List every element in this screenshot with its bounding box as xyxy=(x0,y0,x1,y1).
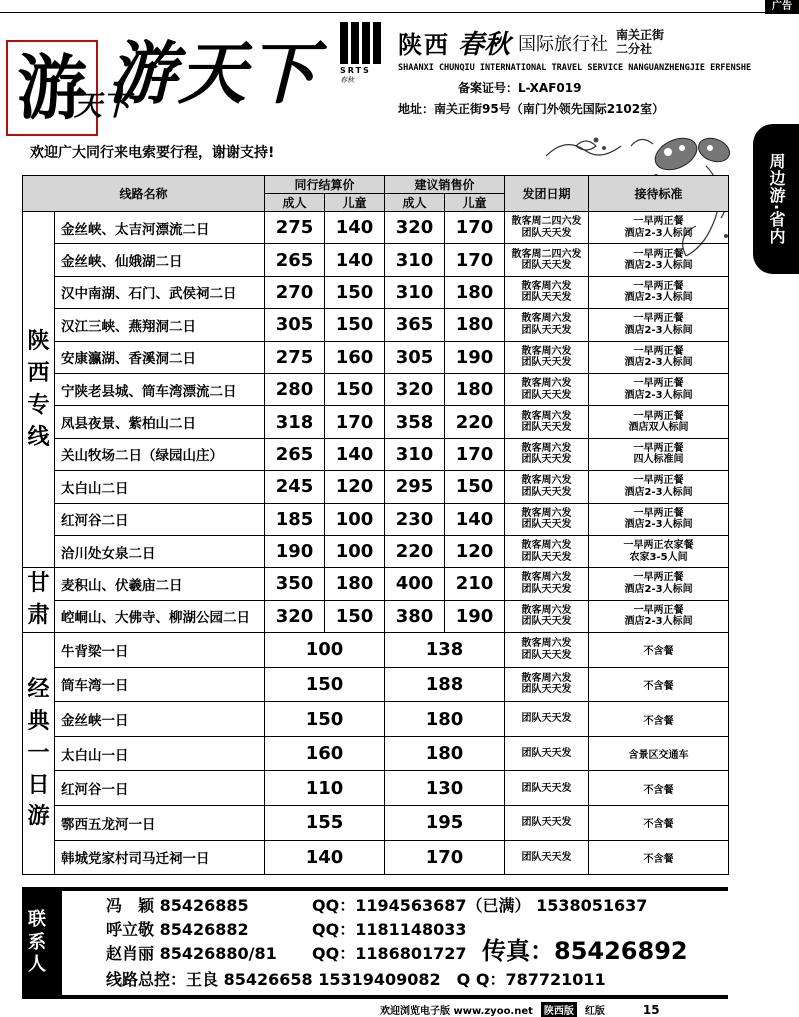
region-label-chars xyxy=(23,326,54,454)
side-category-tab: 周边游·省内 xyxy=(753,124,799,274)
departure-line: 散客周六发 xyxy=(521,378,572,390)
departure-line: 散客周六发 xyxy=(521,572,572,584)
price-cell: 130 xyxy=(385,771,505,806)
fax-number: 传真：85426892 xyxy=(482,937,688,965)
slogan: 游天下 xyxy=(108,34,319,114)
departure-line: 团队天天发 xyxy=(521,817,572,829)
logo-bars-icon xyxy=(340,22,384,64)
departure-line: 团队天天发 xyxy=(521,616,572,628)
table-row xyxy=(23,341,729,373)
region-char: 经 xyxy=(27,676,50,702)
region-char: 肃 xyxy=(27,603,50,629)
price-cell: 170 xyxy=(445,212,505,244)
region-label-chars xyxy=(23,568,54,632)
route-name: 关山牧场二日（绿园山庄） xyxy=(55,438,265,470)
departure-line: 散客周六发 xyxy=(521,280,572,292)
price-cell: 265 xyxy=(265,244,325,276)
departure-line: 团队天天发 xyxy=(521,551,572,563)
departure-cell xyxy=(505,276,589,308)
agency-name: 陕西 xyxy=(398,31,450,59)
departure-cell xyxy=(505,406,589,438)
service-line: 一早两正餐 xyxy=(633,313,684,325)
price-cell: 155 xyxy=(265,806,385,841)
logo-sub: 春秋 xyxy=(340,76,354,84)
region-char: 专 xyxy=(27,392,50,418)
route-name: 金丝峡、仙娥湖二日 xyxy=(55,244,265,276)
service-line: 一早两正餐 xyxy=(633,280,684,292)
price-cell: 380 xyxy=(385,600,445,632)
footer xyxy=(380,1002,660,1017)
price-cell: 245 xyxy=(265,471,325,503)
table-row xyxy=(23,771,729,806)
service-line: 酒店2-3人标间 xyxy=(624,583,693,595)
service-cell: 含景区交通车 xyxy=(589,736,729,771)
service-line: 一早两正农家餐 xyxy=(623,540,694,552)
price-cell: 190 xyxy=(445,600,505,632)
price-cell: 100 xyxy=(265,633,385,668)
route-name: 汉江三峡、燕翔洞二日 xyxy=(55,309,265,341)
departure-line: 团队天天发 xyxy=(521,454,572,466)
price-cell: 230 xyxy=(385,503,445,535)
price-cell: 220 xyxy=(385,535,445,567)
service-cell: 不含餐 xyxy=(589,667,729,702)
departure-cell xyxy=(505,633,589,668)
region-char: 一 xyxy=(27,740,50,766)
departure-cell xyxy=(505,438,589,470)
header-peer-adult: 成人 xyxy=(265,194,325,212)
route-name: 麦积山、伏羲庙二日 xyxy=(55,568,265,600)
service-line: 一早两正餐 xyxy=(633,604,684,616)
service-cell: 不含餐 xyxy=(589,840,729,875)
stamp-small-text: 天下 xyxy=(74,89,131,122)
license-number: 备案证号：L-XAF019 xyxy=(458,81,582,95)
price-cell: 140 xyxy=(445,503,505,535)
price-cell: 358 xyxy=(385,406,445,438)
departure-line: 散客周六发 xyxy=(521,604,572,616)
top-divider xyxy=(0,12,799,13)
agency-branch: 南关正街二分社 xyxy=(616,28,665,56)
price-cell: 140 xyxy=(265,840,385,875)
price-cell: 190 xyxy=(445,341,505,373)
departure-line: 团队天天发 xyxy=(521,422,572,434)
price-cell: 110 xyxy=(265,771,385,806)
departure-line: 散客周六发 xyxy=(521,672,572,684)
service-cell xyxy=(589,438,729,470)
price-cell: 138 xyxy=(385,633,505,668)
route-name: 金丝峡、太吉河漂流二日 xyxy=(55,212,265,244)
route-name: 筒车湾一日 xyxy=(55,667,265,702)
price-cell: 150 xyxy=(445,471,505,503)
service-cell xyxy=(589,276,729,308)
price-cell: 310 xyxy=(385,438,445,470)
service-line: 四人标准间 xyxy=(633,454,684,466)
table-row xyxy=(23,309,729,341)
table-row xyxy=(23,600,729,632)
price-cell: 305 xyxy=(385,341,445,373)
route-name: 金丝峡一日 xyxy=(55,702,265,737)
header-suggest-adult: 成人 xyxy=(385,194,445,212)
agency-address: 地址：南关正街95号（南门外领先国际2102室） xyxy=(398,102,665,116)
region-char: 典 xyxy=(27,708,50,734)
departure-cell xyxy=(505,373,589,405)
departure-line: 团队天天发 xyxy=(521,260,572,272)
table-row xyxy=(23,276,729,308)
departure-line: 散客周六发 xyxy=(521,345,572,357)
departure-cell xyxy=(505,568,589,600)
price-cell: 320 xyxy=(385,373,445,405)
price-cell: 365 xyxy=(385,309,445,341)
departure-line: 散客周六发 xyxy=(521,410,572,422)
route-name: 红河谷二日 xyxy=(55,503,265,535)
departure-cell xyxy=(505,736,589,771)
service-line: 酒店2-3人标间 xyxy=(624,389,693,401)
agency-title-row xyxy=(398,24,738,61)
route-name: 太白山一日 xyxy=(55,736,265,771)
price-cell: 150 xyxy=(265,667,385,702)
price-cell: 180 xyxy=(445,373,505,405)
stamp-glyph: 游 xyxy=(17,46,87,129)
service-cell: 不含餐 xyxy=(589,702,729,737)
service-cell xyxy=(589,503,729,535)
departure-cell xyxy=(505,471,589,503)
price-cell: 160 xyxy=(325,341,385,373)
contact-name-2: 呼立敬 85426882 xyxy=(106,920,249,939)
route-name: 牛背梁一日 xyxy=(55,633,265,668)
service-cell xyxy=(589,600,729,632)
header-suggest-child: 儿童 xyxy=(445,194,505,212)
region-char: 日 xyxy=(27,772,50,798)
price-cell: 220 xyxy=(445,406,505,438)
price-cell: 120 xyxy=(445,535,505,567)
agency-english-name: SHAANXI CHUNQIU INTERNATIONAL TRAVEL SERVICE NANGUANZHENGJIE ERFENSHE xyxy=(398,63,752,73)
table-row xyxy=(23,212,729,244)
departure-cell xyxy=(505,600,589,632)
departure-line: 团队天天发 xyxy=(521,583,572,595)
route-name: 鄠西五龙河一日 xyxy=(55,806,265,841)
price-cell: 180 xyxy=(385,702,505,737)
departure-cell xyxy=(505,244,589,276)
departure-line: 团队天天发 xyxy=(521,747,572,759)
price-table xyxy=(22,175,728,875)
service-cell xyxy=(589,535,729,567)
price-cell: 310 xyxy=(385,276,445,308)
price-cell: 170 xyxy=(445,438,505,470)
table-row xyxy=(23,667,729,702)
service-line: 一早两正餐 xyxy=(633,410,684,422)
service-line: 一早两正餐 xyxy=(633,572,684,584)
price-cell: 275 xyxy=(265,341,325,373)
service-line: 酒店双人标间 xyxy=(628,422,689,434)
departure-line: 团队天天发 xyxy=(521,227,572,239)
service-cell xyxy=(589,244,729,276)
table-row xyxy=(23,568,729,600)
footer-color: 红版 xyxy=(584,1006,605,1017)
header-service: 接待标准 xyxy=(589,176,729,212)
price-cell: 150 xyxy=(265,702,385,737)
table-row xyxy=(23,702,729,737)
price-cell: 100 xyxy=(325,535,385,567)
price-cell: 160 xyxy=(265,736,385,771)
contact-qq-3: QQ：1186801727 xyxy=(312,944,467,963)
price-cell: 195 xyxy=(385,806,505,841)
contact-name-3: 赵肖丽 85426880/81 xyxy=(106,944,277,963)
contact-name-1: 冯 颖 85426885 xyxy=(106,896,249,915)
service-line: 酒店2-3人标间 xyxy=(624,292,693,304)
departure-line: 团队天天发 xyxy=(521,357,572,369)
service-line: 农家3-5人间 xyxy=(629,551,688,563)
route-manager: 线路总控：王良 85426658 15319409082 Q Q：787721011 xyxy=(106,970,606,989)
table-row xyxy=(23,806,729,841)
table-row xyxy=(23,471,729,503)
service-cell: 不含餐 xyxy=(589,806,729,841)
departure-line: 团队天天发 xyxy=(521,519,572,531)
departure-line: 散客周二四六发 xyxy=(511,248,582,260)
table-row xyxy=(23,503,729,535)
departure-line: 团队天天发 xyxy=(521,389,572,401)
service-cell xyxy=(589,406,729,438)
price-cell: 140 xyxy=(325,212,385,244)
contacts-label xyxy=(22,887,52,999)
price-cell: 180 xyxy=(385,736,505,771)
contacts-label-char: 系 xyxy=(28,931,46,953)
footer-edition: 陕西版 xyxy=(541,1002,577,1017)
service-cell xyxy=(589,568,729,600)
srts-logo xyxy=(340,22,384,86)
service-cell xyxy=(589,212,729,244)
price-cell: 180 xyxy=(325,568,385,600)
region-char: 西 xyxy=(27,360,50,386)
table-row xyxy=(23,840,729,875)
departure-line: 团队天天发 xyxy=(521,851,572,863)
departure-cell xyxy=(505,667,589,702)
departure-cell xyxy=(505,341,589,373)
price-cell: 210 xyxy=(445,568,505,600)
departure-line: 散客周六发 xyxy=(521,540,572,552)
service-line: 一早两正餐 xyxy=(633,345,684,357)
header-peer-price: 同行结算价 xyxy=(265,176,385,194)
departure-line: 团队天天发 xyxy=(521,324,572,336)
route-name: 洽川处女泉二日 xyxy=(55,535,265,567)
service-line: 酒店2-3人标间 xyxy=(624,486,693,498)
service-line: 一早两正餐 xyxy=(633,378,684,390)
price-cell: 140 xyxy=(325,244,385,276)
welcome-message: 欢迎广大同行来电索要行程，谢谢支持! xyxy=(30,145,275,161)
table-row xyxy=(23,535,729,567)
departure-cell xyxy=(505,806,589,841)
price-cell: 180 xyxy=(445,276,505,308)
departure-line: 团队天天发 xyxy=(521,292,572,304)
table-row xyxy=(23,438,729,470)
service-cell xyxy=(589,471,729,503)
price-cell: 120 xyxy=(325,471,385,503)
departure-line: 团队天天发 xyxy=(521,684,572,696)
service-line: 一早两正餐 xyxy=(633,216,684,228)
contact-qq-2: QQ：1181148033 xyxy=(312,920,467,939)
price-cell: 150 xyxy=(325,373,385,405)
departure-line: 团队天天发 xyxy=(521,713,572,725)
departure-line: 散客周二四六发 xyxy=(511,216,582,228)
service-line: 一早两正餐 xyxy=(633,475,684,487)
route-name: 红河谷一日 xyxy=(55,771,265,806)
price-cell: 140 xyxy=(325,438,385,470)
service-line: 一早两正餐 xyxy=(633,442,684,454)
service-line: 酒店2-3人标间 xyxy=(624,519,693,531)
region-char: 甘 xyxy=(27,571,50,597)
service-line: 一早两正餐 xyxy=(633,507,684,519)
service-line: 酒店2-3人标间 xyxy=(624,227,693,239)
service-line: 酒店2-3人标间 xyxy=(624,357,693,369)
logo-label: SRTS xyxy=(340,66,371,75)
price-cell: 350 xyxy=(265,568,325,600)
departure-line: 散客周六发 xyxy=(521,475,572,487)
header-route: 线路名称 xyxy=(23,176,265,212)
agency-brand: 春秋 xyxy=(458,30,511,60)
price-cell: 170 xyxy=(385,840,505,875)
departure-cell xyxy=(505,503,589,535)
table-row xyxy=(23,736,729,771)
service-line: 一早两正餐 xyxy=(633,248,684,260)
service-cell: 不含餐 xyxy=(589,633,729,668)
service-line: 酒店2-3人标间 xyxy=(624,616,693,628)
region-char: 游 xyxy=(27,804,50,830)
service-cell xyxy=(589,373,729,405)
price-cell: 400 xyxy=(385,568,445,600)
route-name: 韩城党家村司马迁祠一日 xyxy=(55,840,265,875)
price-cell: 180 xyxy=(445,309,505,341)
price-cell: 185 xyxy=(265,503,325,535)
departure-line: 散客周六发 xyxy=(521,507,572,519)
price-cell: 150 xyxy=(325,276,385,308)
page-number: 15 xyxy=(642,1002,660,1017)
price-cell: 170 xyxy=(445,244,505,276)
contacts-label-char: 人 xyxy=(28,954,46,976)
departure-line: 散客周六发 xyxy=(521,638,572,650)
region-label xyxy=(23,212,55,568)
region-label xyxy=(23,568,55,633)
price-cell: 265 xyxy=(265,438,325,470)
departure-cell xyxy=(505,212,589,244)
footer-browse: 欢迎浏览电子版 www.zyoo.net xyxy=(380,1006,533,1017)
region-char: 陕 xyxy=(27,328,50,354)
contacts-body xyxy=(62,891,728,995)
table-row xyxy=(23,406,729,438)
price-cell: 305 xyxy=(265,309,325,341)
departure-line: 团队天天发 xyxy=(521,486,572,498)
price-cell: 280 xyxy=(265,373,325,405)
departure-cell xyxy=(505,535,589,567)
region-label-chars xyxy=(23,674,54,833)
table-row xyxy=(23,373,729,405)
price-cell: 150 xyxy=(325,600,385,632)
route-name: 凤县夜景、紫柏山二日 xyxy=(55,406,265,438)
route-name: 太白山二日 xyxy=(55,471,265,503)
price-cell: 295 xyxy=(385,471,445,503)
price-cell: 318 xyxy=(265,406,325,438)
region-char: 线 xyxy=(27,424,50,450)
header-peer-child: 儿童 xyxy=(325,194,385,212)
header-suggest-price: 建议销售价 xyxy=(385,176,505,194)
route-name: 宁陕老县城、筒车湾漂流二日 xyxy=(55,373,265,405)
contacts-panel xyxy=(22,887,728,999)
service-cell: 不含餐 xyxy=(589,771,729,806)
departure-cell xyxy=(505,702,589,737)
price-cell: 320 xyxy=(265,600,325,632)
price-cell: 310 xyxy=(385,244,445,276)
service-cell xyxy=(589,341,729,373)
header-departure: 发团日期 xyxy=(505,176,589,212)
route-name: 安康瀛湖、香溪洞二日 xyxy=(55,341,265,373)
agency-type: 国际旅行社 xyxy=(518,33,609,55)
departure-line: 团队天天发 xyxy=(521,649,572,661)
table-row xyxy=(23,244,729,276)
contacts-label-char: 联 xyxy=(28,909,46,931)
departure-line: 散客周六发 xyxy=(521,442,572,454)
price-cell: 275 xyxy=(265,212,325,244)
region-label xyxy=(23,633,55,875)
route-name: 崆峒山、大佛寺、柳湖公园二日 xyxy=(55,600,265,632)
departure-cell xyxy=(505,840,589,875)
price-cell: 188 xyxy=(385,667,505,702)
service-line: 酒店2-3人标间 xyxy=(624,324,693,336)
ad-tag: 广告 xyxy=(765,0,799,14)
price-cell: 150 xyxy=(325,309,385,341)
price-cell: 100 xyxy=(325,503,385,535)
price-cell: 170 xyxy=(325,406,385,438)
price-cell: 190 xyxy=(265,535,325,567)
departure-line: 团队天天发 xyxy=(521,782,572,794)
route-name: 汉中南湖、石门、武侯祠二日 xyxy=(55,276,265,308)
contact-qq-1: QQ：1194563687（已满） 1538051637 xyxy=(312,896,648,915)
service-line: 酒店2-3人标间 xyxy=(624,260,693,272)
header xyxy=(0,14,799,142)
price-cell: 320 xyxy=(385,212,445,244)
table-row xyxy=(23,633,729,668)
departure-cell xyxy=(505,771,589,806)
agency-block xyxy=(398,24,752,117)
departure-line: 散客周六发 xyxy=(521,313,572,325)
price-cell: 270 xyxy=(265,276,325,308)
service-cell xyxy=(589,309,729,341)
departure-cell xyxy=(505,309,589,341)
